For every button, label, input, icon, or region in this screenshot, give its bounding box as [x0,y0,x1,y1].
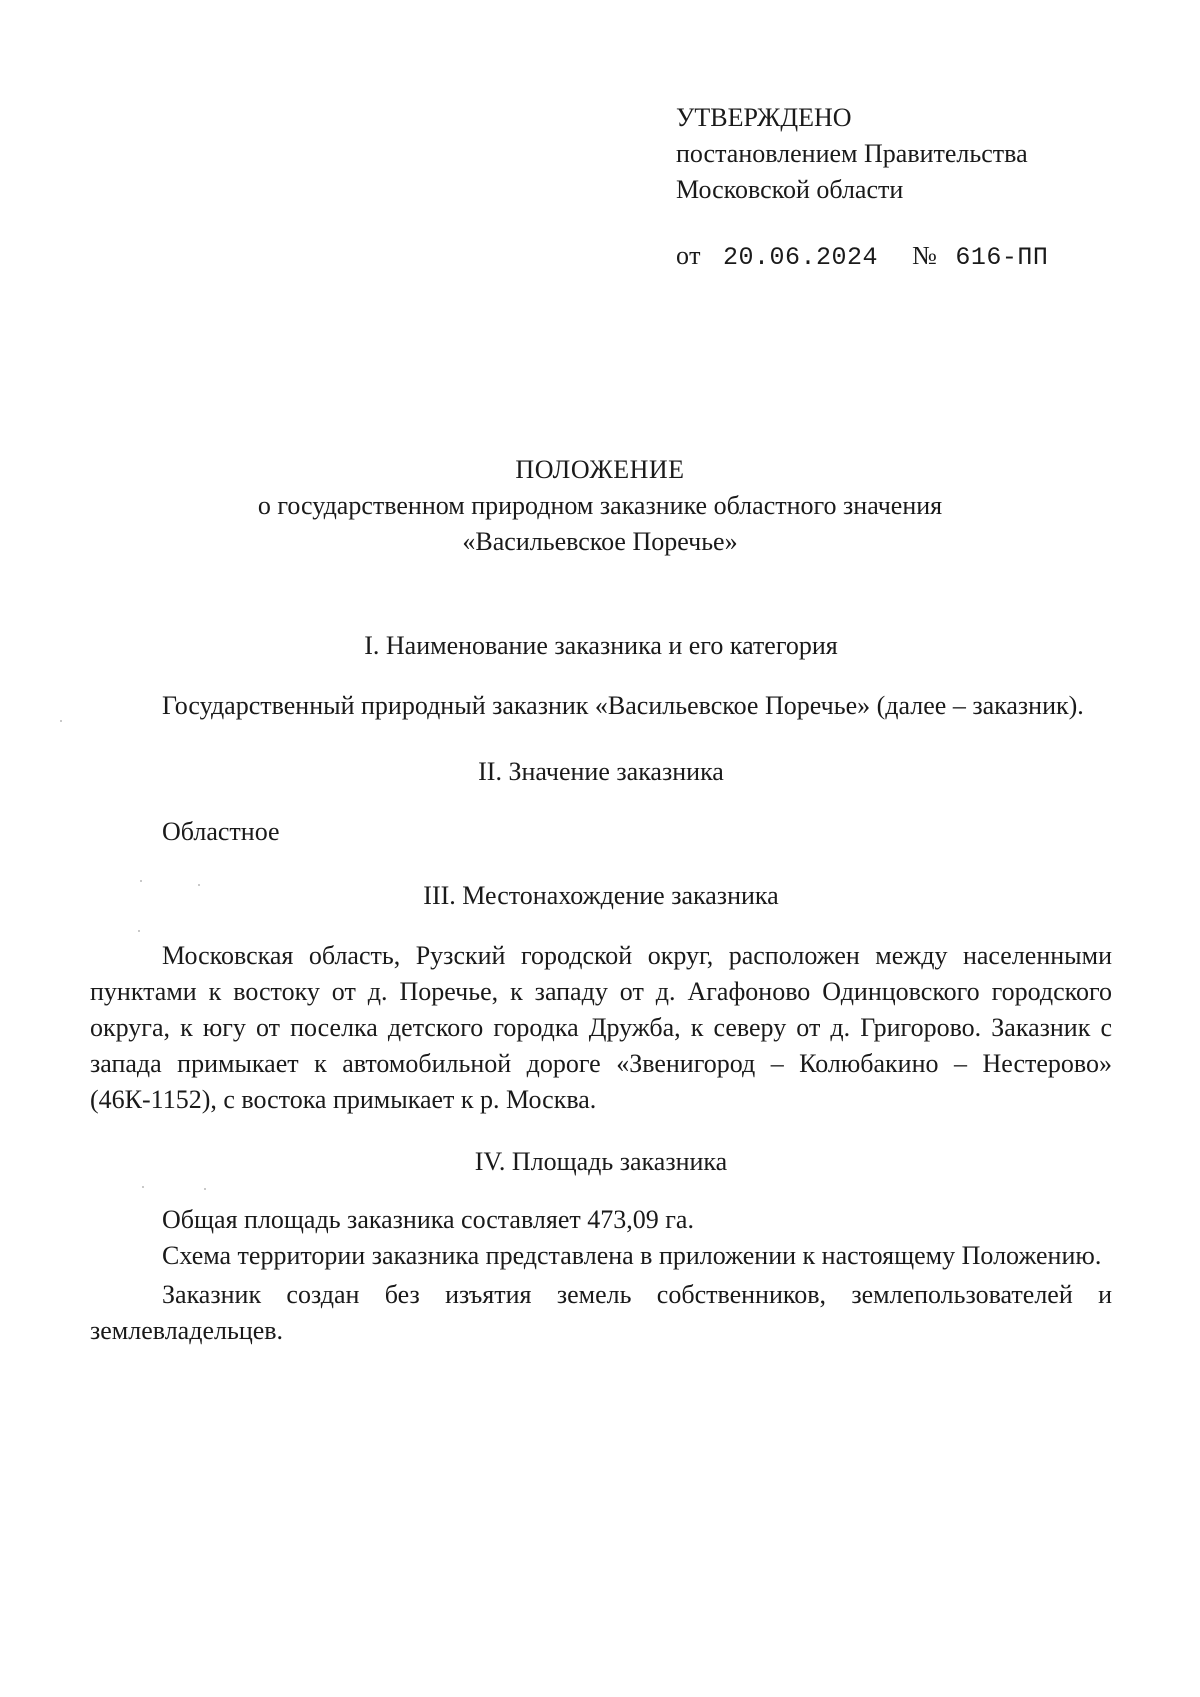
approval-region: Московской области [676,175,904,204]
approval-authority: постановлением Правительства [676,139,1028,168]
date-prefix: от [676,241,702,270]
section-4-area-text: Общая площадь заказника составляет 473,09 га. [162,1205,694,1234]
section-3-heading: III. Местонахождение заказника [423,881,779,910]
section-3-text: Московская область, Рузский городской округ, расположен между населенными пунктами к востоку от д. Поречье, к западу от д. Агафоново Одинцовского городского округа, к югу от поселка детского городка Дружба, к северу от д. Григорово. Заказник с запада примыкает к автомобильной дороге «Звенигород – Колюбакино – Нестерово» (46К-1152), с востока примыкает к р. Москва. [90,941,1112,1114]
document-body [90,628,1112,1349]
decree-date: 20.06.2024 [723,243,879,272]
document-title: ПОЛОЖЕНИЕ [515,455,685,484]
number-sign: № [912,241,938,270]
decree-number: 616-ПП [955,243,1049,272]
scan-speck [204,1188,206,1190]
scan-speck [138,930,140,932]
scan-speck [140,880,142,882]
document-title-block [90,452,1110,560]
scan-speck [142,1186,144,1188]
section-4-heading: IV. Площадь заказника [474,1147,728,1176]
section-4-scheme-text: Схема территории заказника представлена в приложении к настоящему Положению. [162,1241,1102,1270]
section-1-heading: I. Наименование заказника и его категория [364,631,838,660]
approval-title: УТВЕРЖДЕНО [676,103,852,132]
scan-speck [60,720,62,722]
approval-block [676,100,1116,276]
section-2-text: Областное [162,817,280,846]
reserve-name: «Васильевское Поречье» [462,527,738,556]
scan-speck [198,884,200,886]
registration-line [676,238,1116,276]
document-subtitle: о государственном природном заказнике областного значения [257,491,943,520]
section-1-text: Государственный природный заказник «Васильевское Поречье» (далее – заказник). [162,691,1084,720]
section-4-land-text: Заказник создан без изъятия земель собственников, землепользователей и землевладельцев. [90,1280,1112,1345]
section-2-heading: II. Значение заказника [478,757,724,786]
